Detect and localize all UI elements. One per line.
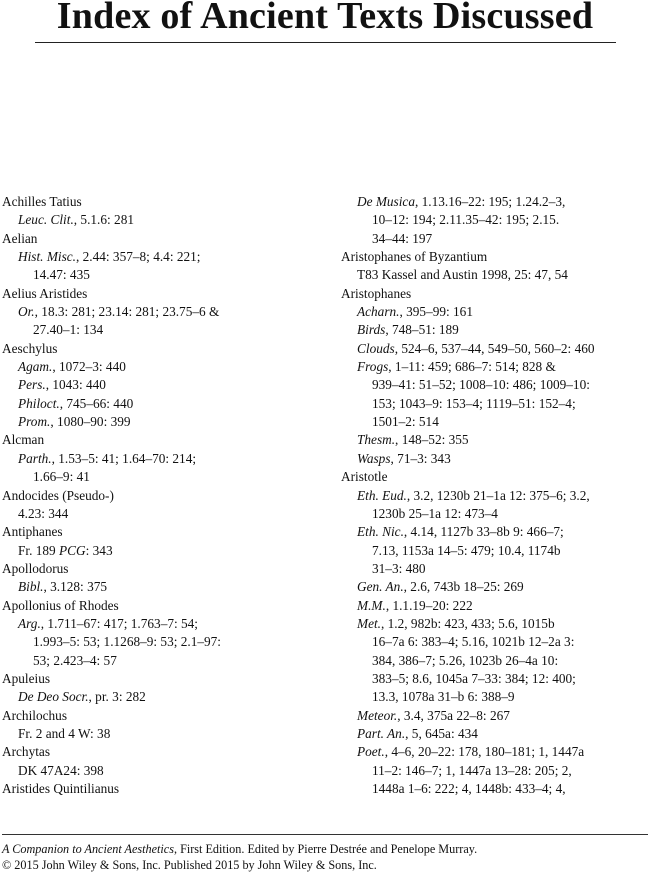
- work-title: PCG: [59, 542, 86, 558]
- index-entry: [341, 707, 649, 725]
- index-text: T83 Kassel and Austin 1998, 25: 47, 54: [357, 267, 568, 283]
- index-entry: [2, 688, 302, 706]
- index-entry: [341, 780, 649, 798]
- index-text: , 2.44: 357–8; 4.4: 221;: [76, 249, 201, 265]
- index-entry: [2, 358, 302, 376]
- index-heading: [341, 285, 649, 303]
- index-text: 1.993–5: 53; 1.1268–9: 53; 2.1–97:: [33, 634, 222, 650]
- index-text: Aristides Quintilianus: [2, 781, 120, 796]
- index-heading: [341, 468, 649, 486]
- index-text: , 524–6, 537–44, 549–50, 560–2: 460: [394, 340, 595, 356]
- work-title: Met.: [357, 615, 381, 631]
- index-entry: [341, 193, 649, 211]
- index-text: 53; 2.423–4: 57: [33, 652, 117, 668]
- index-text: Aelius Aristides: [2, 285, 88, 301]
- index-entry: [2, 450, 302, 468]
- index-text: , 148–52: 355: [395, 432, 469, 448]
- index-text: , 71–3: 343: [390, 450, 451, 466]
- index-entry: [341, 505, 649, 523]
- index-text: , 748–51: 189: [385, 322, 459, 338]
- work-title: Acharn.: [357, 304, 400, 320]
- index-heading: [2, 431, 302, 449]
- index-entry: [2, 266, 302, 284]
- index-text: , 1.2, 982b: 423, 433; 5.6, 1015b: [381, 615, 555, 631]
- index-entry: [341, 395, 649, 413]
- work-title: Gen. An.: [357, 579, 404, 595]
- index-text: , 1.1.19–20: 222: [385, 597, 473, 613]
- index-text: 1.66–9: 41: [33, 469, 90, 485]
- work-title: Parth.: [18, 450, 52, 466]
- index-text: , 1.13.16–22: 195; 1.24.2–3,: [414, 194, 566, 209]
- index-text: 34–44: 197: [372, 230, 433, 246]
- index-text: 10–12: 194; 2.11.35–42: 195; 2.15.: [372, 212, 560, 228]
- work-title: Hist. Misc.: [18, 249, 76, 265]
- index-text: , 3.128: 375: [43, 579, 108, 595]
- index-entry: [341, 597, 649, 615]
- work-title: Clouds: [357, 340, 395, 356]
- index-text: Aelian: [2, 230, 38, 246]
- work-title: Wasps: [357, 450, 391, 466]
- work-title: Philoct.: [18, 395, 60, 411]
- index-entry: [341, 321, 649, 339]
- index-entry: [341, 450, 649, 468]
- index-text: 1501–2: 514: [372, 414, 439, 430]
- work-title: Eth. Eud.: [357, 487, 407, 503]
- index-text: , 1072–3: 440: [52, 359, 126, 375]
- index-entry: [341, 230, 649, 248]
- index-entry: [341, 431, 649, 449]
- index-text: 31–3: 480: [372, 560, 426, 576]
- index-entry: [341, 670, 649, 688]
- page-title: Index of Ancient Texts Discussed: [56, 0, 594, 37]
- index-entry: [341, 725, 649, 743]
- work-title: Eth. Nic.: [357, 524, 404, 540]
- index-heading: [2, 780, 302, 798]
- index-text: 1230b 25–1a 12: 473–4: [372, 505, 498, 521]
- index-entry: [341, 376, 649, 394]
- index-heading: [2, 340, 302, 358]
- index-entry: [2, 395, 302, 413]
- index-text: 1448a 1–6: 222; 4, 1448b: 433–4; 4,: [372, 781, 566, 796]
- index-text: , 3.4, 375a 22–8: 267: [397, 707, 510, 723]
- footer-copyright: © 2015 John Wiley & Sons, Inc. Published 2015 by John Wiley & Sons, Inc.: [2, 858, 377, 872]
- index-text: Apuleius: [2, 670, 51, 686]
- work-title: Poet.: [357, 744, 385, 760]
- index-text: 7.13, 1153a 14–5: 479; 10.4, 1174b: [372, 542, 561, 558]
- index-text: , 1043: 440: [45, 377, 106, 393]
- index-entry: [341, 266, 649, 284]
- index-entry: [341, 542, 649, 560]
- index-entry: [2, 633, 302, 651]
- index-text: 153; 1043–9: 153–4; 1119–51: 152–4;: [372, 395, 576, 411]
- index-heading: [2, 230, 302, 248]
- index-text: , 18.3: 281; 23.14: 281; 23.75–6 &: [34, 304, 220, 320]
- index-text: 14.47: 435: [33, 267, 90, 283]
- index-entry: [341, 688, 649, 706]
- index-text: , 1.711–67: 417; 1.763–7: 54;: [40, 615, 199, 631]
- index-entry: [2, 652, 302, 670]
- index-entry: [2, 376, 302, 394]
- index-text: , 745–66: 440: [59, 395, 134, 411]
- index-text: , 5, 645a: 434: [405, 725, 478, 741]
- index-text: : 343: [85, 542, 113, 558]
- index-heading: [2, 670, 302, 688]
- index-text: 27.40–1: 134: [33, 322, 104, 338]
- work-title: De Musica: [357, 194, 415, 209]
- index-heading: [2, 707, 302, 725]
- work-title: Part. An.: [357, 725, 406, 741]
- index-entry: [341, 633, 649, 651]
- index-text: Archilochus: [2, 707, 67, 723]
- work-title: Leuc. Clit.: [18, 212, 74, 228]
- index-entry: [341, 615, 649, 633]
- index-heading: [2, 560, 302, 578]
- index-text: , 4–6, 20–22: 178, 180–181; 1, 1447a: [384, 744, 585, 760]
- index-entry: [2, 762, 302, 780]
- index-text: , 395–99: 161: [399, 304, 473, 320]
- index-heading: [2, 193, 302, 211]
- index-text: , 4.14, 1127b 33–8b 9: 466–7;: [403, 524, 564, 540]
- index-entry: [341, 303, 649, 321]
- index-text: , 5.1.6: 281: [73, 212, 134, 228]
- work-title: Pers.: [18, 377, 46, 393]
- index-entry: [341, 652, 649, 670]
- index-text: Aristophanes of Byzantium: [341, 249, 488, 265]
- index-text: Apollonius of Rhodes: [2, 597, 119, 613]
- index-text: , 2.6, 743b 18–25: 269: [403, 579, 524, 595]
- index-text: 939–41: 51–52; 1008–10: 486; 1009–10:: [372, 377, 590, 393]
- index-heading: [2, 597, 302, 615]
- index-column-right: [341, 193, 649, 798]
- index-entry: [2, 578, 302, 596]
- work-title: De Deo Socr.: [18, 689, 89, 705]
- index-entry: [2, 321, 302, 339]
- index-entry: [341, 743, 649, 761]
- index-entry: [341, 211, 649, 229]
- index-text: Achilles Tatius: [2, 194, 82, 209]
- index-text: 11–2: 146–7; 1, 1447a 13–28: 205; 2,: [372, 762, 572, 778]
- index-text: DK 47A24: 398: [18, 762, 104, 778]
- index-entry: [2, 413, 302, 431]
- index-text: 13.3, 1078a 31–b 6: 388–9: [372, 689, 515, 705]
- index-entry: [341, 523, 649, 541]
- index-text: Alcman: [2, 432, 45, 448]
- index-column-left: [2, 193, 302, 798]
- footer-divider: [2, 834, 648, 835]
- index-text: 384, 386–7; 5.26, 1023b 26–4a 10:: [372, 652, 559, 668]
- index-heading: [2, 523, 302, 541]
- work-title: Thesm.: [357, 432, 396, 448]
- index-text: Antiphanes: [2, 524, 63, 540]
- index-text: , 1080–90: 399: [50, 414, 131, 430]
- title-divider: [35, 42, 616, 43]
- index-text: Fr. 189: [18, 542, 60, 558]
- index-heading: [341, 248, 649, 266]
- index-entry: [2, 505, 302, 523]
- index-entry: [341, 358, 649, 376]
- book-title: A Companion to Ancient Aesthetics: [2, 842, 174, 856]
- index-entry: [341, 578, 649, 596]
- index-heading: [2, 285, 302, 303]
- index-entry: [341, 413, 649, 431]
- work-title: Prom.: [18, 414, 51, 430]
- index-entry: [2, 725, 302, 743]
- index-heading: [2, 487, 302, 505]
- index-text: Fr. 2 and 4 W: 38: [18, 725, 111, 741]
- index-text: Andocides (Pseudo-): [2, 487, 114, 503]
- index-text: , 1.53–5: 41; 1.64–70: 214;: [51, 450, 197, 466]
- index-text: 16–7a 6: 383–4; 5.16, 1021b 12–2a 3:: [372, 634, 575, 650]
- work-title: Arg.: [18, 615, 41, 631]
- index-text: 383–5; 8.6, 1045a 7–33: 384; 12: 400;: [372, 670, 576, 686]
- index-entry: [2, 615, 302, 633]
- work-title: Or.: [18, 304, 35, 320]
- index-entry: [2, 468, 302, 486]
- index-text: , 3.2, 1230b 21–1a 12: 375–6; 3.2,: [406, 487, 590, 503]
- index-text: Apollodorus: [2, 560, 69, 576]
- work-title: Agam.: [18, 359, 53, 375]
- index-entry: [341, 560, 649, 578]
- work-title: Frogs: [357, 359, 389, 375]
- work-title: M.M.: [357, 597, 386, 613]
- index-heading: [2, 743, 302, 761]
- index-text: Aeschylus: [2, 340, 58, 356]
- index-entry: [2, 303, 302, 321]
- index-entry: [341, 340, 649, 358]
- edition-editors: , First Edition. Edited by Pierre Destrée and Penelope Murray.: [173, 842, 478, 856]
- index-entry: [2, 211, 302, 229]
- index-text: Archytas: [2, 744, 50, 760]
- index-text: Aristotle: [341, 469, 388, 485]
- index-text: , pr. 3: 282: [88, 689, 146, 705]
- index-entry: [341, 762, 649, 780]
- index-entry: [2, 542, 302, 560]
- index-text: 4.23: 344: [18, 505, 69, 521]
- index-text: , 1–11: 459; 686–7: 514; 828 &: [388, 359, 556, 375]
- footer-citation: [2, 842, 477, 857]
- index-entry: [341, 487, 649, 505]
- index-entry: [2, 248, 302, 266]
- work-title: Birds: [357, 322, 386, 338]
- work-title: Bibl.: [18, 579, 44, 595]
- work-title: Meteor.: [357, 707, 398, 723]
- index-text: Aristophanes: [341, 285, 412, 301]
